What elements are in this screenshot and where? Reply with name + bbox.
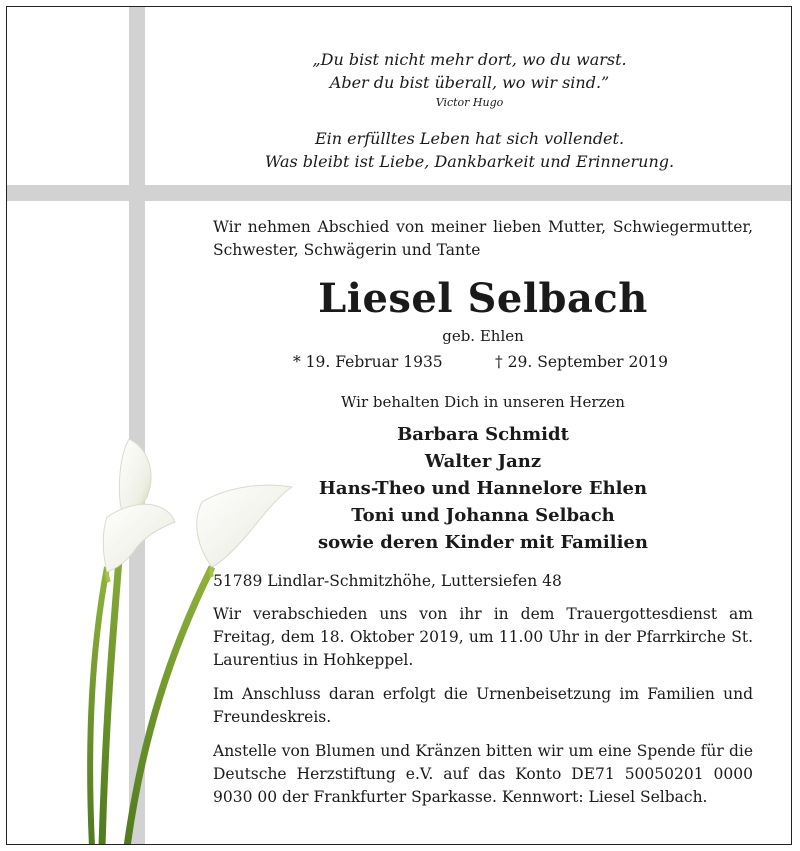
- service-text: Wir verabschieden uns von ihr in dem Trauergottesdienst am Freitag, dem 18. Oktober 2019, um 11.00 Uhr in der Pfarrkirche St. Laurentius in Hohkeppel.: [213, 605, 753, 669]
- mourner-name: Barbara Schmidt: [397, 424, 569, 445]
- quote-author: Victor Hugo: [435, 96, 504, 109]
- quote-line-2: Aber du bist überall, wo wir sind.”: [329, 73, 610, 92]
- donation-text: Anstelle von Blumen und Kränzen bitten wir um eine Spende für die Deutsche Herzstiftung e.V. auf das Konto DE71 50050201 0000 9030 00 der Frankfurter Sparkasse. Kennwort: Liesel Selbach.: [213, 742, 753, 806]
- mourner-name: Walter Janz: [424, 451, 542, 472]
- mourner-name: Hans-Theo und Hannelore Ehlen: [318, 478, 648, 499]
- address-text: 51789 Lindlar-Schmitzhöhe, Luttersiefen 48: [213, 572, 562, 590]
- death-date: † 29. September 2019: [495, 353, 668, 371]
- remember-text: Wir behalten Dich in unseren Herzen: [341, 393, 625, 411]
- lily-flower: [103, 504, 175, 572]
- burial-text: Im Anschluss daran erfolgt die Urnenbeisetzung im Familien und Freundeskreis.: [213, 685, 753, 726]
- calla-lily-illustration: [67, 417, 307, 845]
- mourner-name: sowie deren Kinder mit Familien: [318, 532, 648, 553]
- intro-text: Wir nehmen Abschied von meiner lieben Mutter, Schwiegermutter, Schwester, Schwägerin und Tante: [213, 218, 753, 259]
- stem: [127, 567, 212, 845]
- flower-base: [211, 567, 212, 577]
- lily-flower: [119, 439, 151, 512]
- lily-flower: [197, 485, 292, 567]
- birth-date: * 19. Februar 1935: [293, 353, 443, 371]
- obituary-frame: [6, 6, 792, 845]
- maiden-name: geb. Ehlen: [442, 327, 524, 345]
- deceased-name: Liesel Selbach: [318, 275, 648, 322]
- mourner-name: Toni und Johanna Selbach: [351, 505, 615, 526]
- flower-base: [107, 572, 109, 582]
- quote-line-1: „Du bist nicht mehr dort, wo du warst.: [312, 50, 627, 69]
- cross-horizontal-bar: [7, 185, 792, 201]
- motto-line-1: Ein erfülltes Leben hat sich vollendet.: [314, 129, 625, 148]
- motto-line-2: Was bleibt ist Liebe, Dankbarkeit und Erinnerung.: [264, 152, 675, 171]
